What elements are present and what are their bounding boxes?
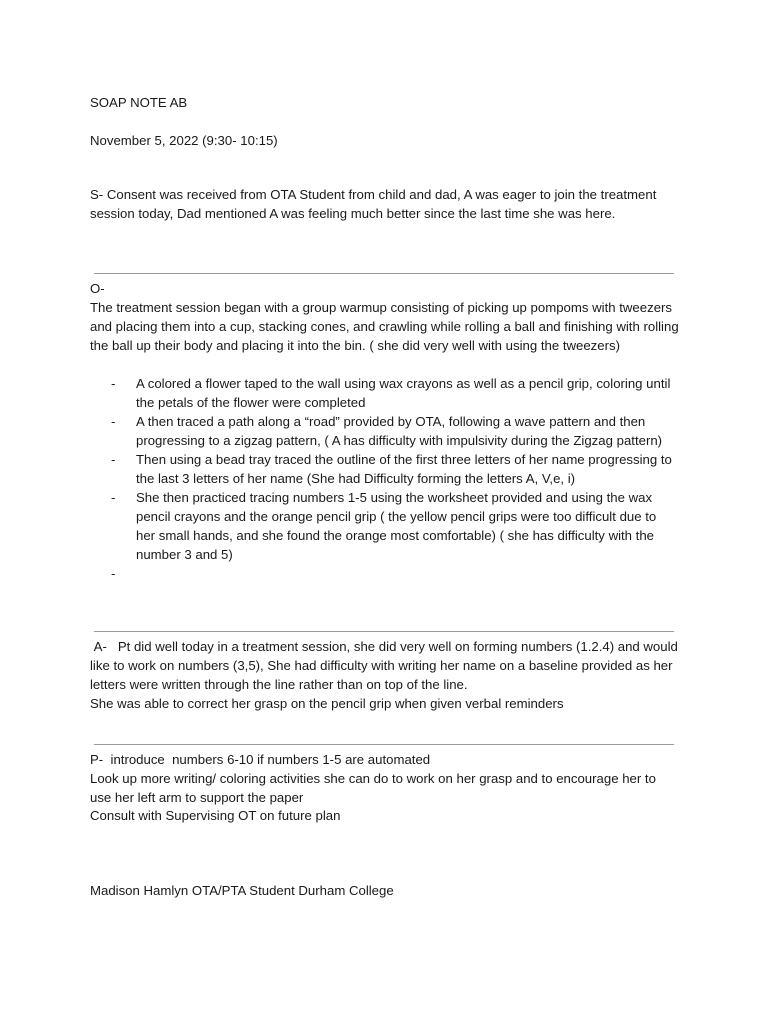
list-item (111, 374, 676, 412)
assessment-section: A- Pt did well today in a treatment session, she did very well on forming numbers (1.2.4) and would like to work on numbers (3,5), She had difficulty with writing her name on a baseline provided as her letters were written through the line rather than on top of the line. (90, 639, 682, 692)
objective-label: O- (90, 281, 105, 296)
list-item-text: Then using a bead tray traced the outline of the first three letters of her name progressing to the last 3 letters of her name (She had Difficulty forming the letters A, V,e, i) (136, 452, 672, 486)
subjective-section: S- Consent was received from OTA Student from child and dad, A was eager to join the treatment session today, Dad mentioned A was feeling much better since the last time she was here. (90, 187, 657, 221)
assessment-grasp-note: She was able to correct her grasp on the pencil grip when given verbal reminders (90, 696, 564, 711)
section-divider (94, 744, 674, 745)
list-item (111, 564, 676, 583)
document-title: SOAP NOTE AB (90, 95, 188, 110)
objective-list (111, 374, 676, 583)
signature: Madison Hamlyn OTA/PTA Student Durham College (90, 883, 394, 898)
bullet-dash: - (111, 376, 116, 391)
list-item (111, 488, 676, 564)
plan-consult: Consult with Supervising OT on future plan (90, 808, 341, 823)
list-item (111, 412, 676, 450)
session-date: November 5, 2022 (9:30- 10:15) (90, 133, 278, 148)
section-divider (94, 631, 674, 632)
list-item-text: She then practiced tracing numbers 1-5 using the worksheet provided and using the wax pencil crayons and the orange pencil grip ( the yellow pencil grips were too difficult due to her small hands, and she found the orange most comfortable) ( she has difficulty with the number 3 and 5) (136, 490, 657, 562)
plan-activities: Look up more writing/ coloring activities she can do to work on her grasp and to encourage her to use her left arm to support the paper (90, 771, 656, 805)
list-item-text: A colored a flower taped to the wall using wax crayons as well as a pencil grip, coloring until the petals of the flower were completed (136, 376, 671, 410)
bullet-dash: - (111, 452, 116, 467)
list-item-text (136, 566, 140, 581)
plan-section: P- introduce numbers 6-10 if numbers 1-5 are automated (90, 752, 431, 767)
section-divider (94, 273, 674, 274)
list-item-text: A then traced a path along a “road” provided by OTA, following a wave pattern and then progressing to a zigzag pattern, ( A has difficulty with impulsivity during the Zigzag pattern) (136, 414, 663, 448)
bullet-dash: - (111, 566, 116, 581)
bullet-dash: - (111, 414, 116, 429)
bullet-dash: - (111, 490, 116, 505)
objective-intro: The treatment session began with a group warmup consisting of picking up pompoms with tweezers and placing them into a cup, stacking cones, and crawling while rolling a ball and finishing with rolling the ball up their body and placing it into the bin. ( she did very well with using the tweezers) (90, 300, 679, 353)
list-item (111, 450, 676, 488)
